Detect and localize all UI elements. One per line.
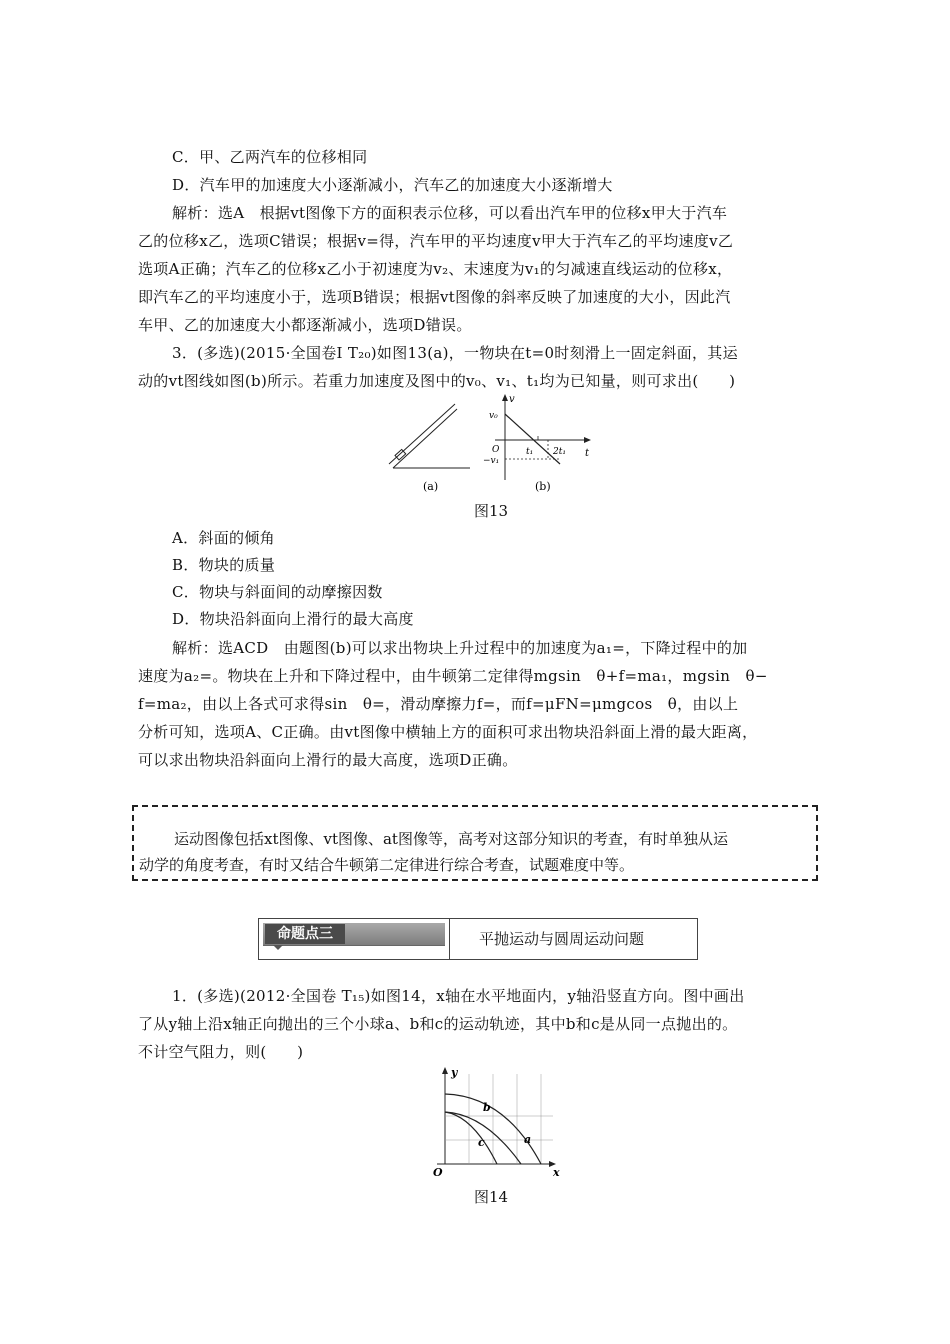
note-box (132, 805, 818, 881)
q1-stem-line: 了从y轴上沿x轴正向抛出的三个小球a、b和c的运动轨迹，其中b和c是从同一点抛出的。 (138, 1015, 738, 1033)
curve-c-label: c (478, 1136, 485, 1149)
figure-13a-incline (389, 404, 470, 468)
tick-origin: O (492, 445, 500, 455)
figure-13 (385, 392, 600, 497)
tick-2t1: 2t₁ (553, 447, 566, 457)
topic-badge-label: 命题点三 (265, 924, 345, 944)
q3-option-d: D．物块沿斜面向上滑行的最大高度 (172, 610, 414, 628)
axis-x-label: x (553, 1166, 560, 1179)
topic-title: 平抛运动与圆周运动问题 (479, 930, 645, 948)
axis-y-label: y (451, 1066, 458, 1079)
figure-14 (425, 1064, 565, 1182)
origin-label: O (433, 1166, 443, 1179)
q2-option-d: D．汽车甲的加速度大小逐渐减小，汽车乙的加速度大小逐渐增大 (172, 176, 613, 194)
figure-13b-label: (b) (535, 480, 551, 493)
q3-analysis-line: 速度为a₂=。物块在上升和下降过程中，由牛顿第二定律得mgsin θ+f=ma₁，mgsin θ− (138, 667, 768, 685)
figure-14-caption: 图14 (473, 1188, 509, 1206)
q3-option-c: C．物块与斜面间的动摩擦因数 (172, 583, 383, 601)
q2-analysis-line: 乙的位移x乙，选项C错误；根据v=得，汽车甲的平均速度v甲大于汽车乙的平均速度v乙 (138, 232, 734, 250)
q3-stem-line: 动的vt图线如图(b)所示。若重力加速度及图中的v₀、v₁、t₁均为已知量，则可求出( ) (138, 372, 736, 390)
q2-analysis-line: 车甲、乙的加速度大小都逐渐减小，选项D错误。 (138, 316, 472, 334)
q1-stem-line: 1．(多选)(2012·全国卷 T₁₅)如图14，x轴在水平地面内，y轴沿竖直方向。图中画出 (172, 987, 745, 1005)
q2-option-c: C．甲、乙两汽车的位移相同 (172, 148, 368, 166)
figure-13a-label: (a) (423, 480, 439, 493)
q3-analysis-line: f=ma₂，由以上各式可求得sin θ=，滑动摩擦力f=，而f=μFN=μmgcos θ，由以上 (138, 695, 739, 713)
topic-header (258, 918, 698, 960)
q2-analysis-line: 选项A正确；汽车乙的位移x乙小于初速度为v₂、末速度为v₁的匀减速直线运动的位移x， (138, 260, 733, 278)
tick-neg-v1: −v₁ (483, 456, 500, 466)
axis-v-label: v (509, 394, 515, 405)
topic-badge (263, 923, 445, 946)
badge-tail-icon (273, 945, 283, 950)
q3-analysis-line: 分析可知，选项A、C正确。由vt图像中横轴上方的面积可求出物块沿斜面上滑的最大距离， (138, 723, 758, 741)
q3-analysis-line: 解析：选ACD 由题图(b)可以求出物块上升过程中的加速度为a₁=，下降过程中的加 (172, 639, 748, 657)
figure-14-grid (437, 1067, 556, 1167)
tick-v0: v₀ (489, 411, 498, 421)
q1-stem-line: 不计空气阻力，则( ) (138, 1043, 304, 1061)
q3-option-b: B．物块的质量 (172, 556, 276, 574)
q2-analysis-line: 解析：选A 根据vt图像下方的面积表示位移，可以看出汽车甲的位移x甲大于汽车 (172, 204, 728, 222)
topic-divider (449, 919, 450, 959)
figure-13b-graph (495, 394, 591, 480)
figure-13-caption: 图13 (473, 502, 509, 520)
q2-analysis-line: 即汽车乙的平均速度小于，选项B错误；根据vt图像的斜率反映了加速度的大小，因此汽 (138, 288, 731, 306)
q3-option-a: A．斜面的倾角 (172, 529, 275, 547)
note-line: 运动图像包括xt图像、vt图像、at图像等，高考对这部分知识的考查，有时单独从运 (174, 830, 728, 848)
curve-b-label: b (483, 1101, 491, 1114)
q3-analysis-line: 可以求出物块沿斜面向上滑行的最大高度，选项D正确。 (138, 751, 518, 769)
tick-t1: t₁ (526, 447, 534, 457)
q3-stem-line: 3．(多选)(2015·全国卷Ⅰ T₂₀)如图13(a)，一物块在t=0时刻滑上一固定斜面，其运 (172, 344, 738, 362)
curve-a-label: a (524, 1133, 532, 1146)
note-line: 动学的角度考查，有时又结合牛顿第二定律进行综合考查，试题难度中等。 (139, 856, 635, 874)
trajectory-c (445, 1112, 497, 1164)
axis-t-label: t (585, 448, 590, 459)
